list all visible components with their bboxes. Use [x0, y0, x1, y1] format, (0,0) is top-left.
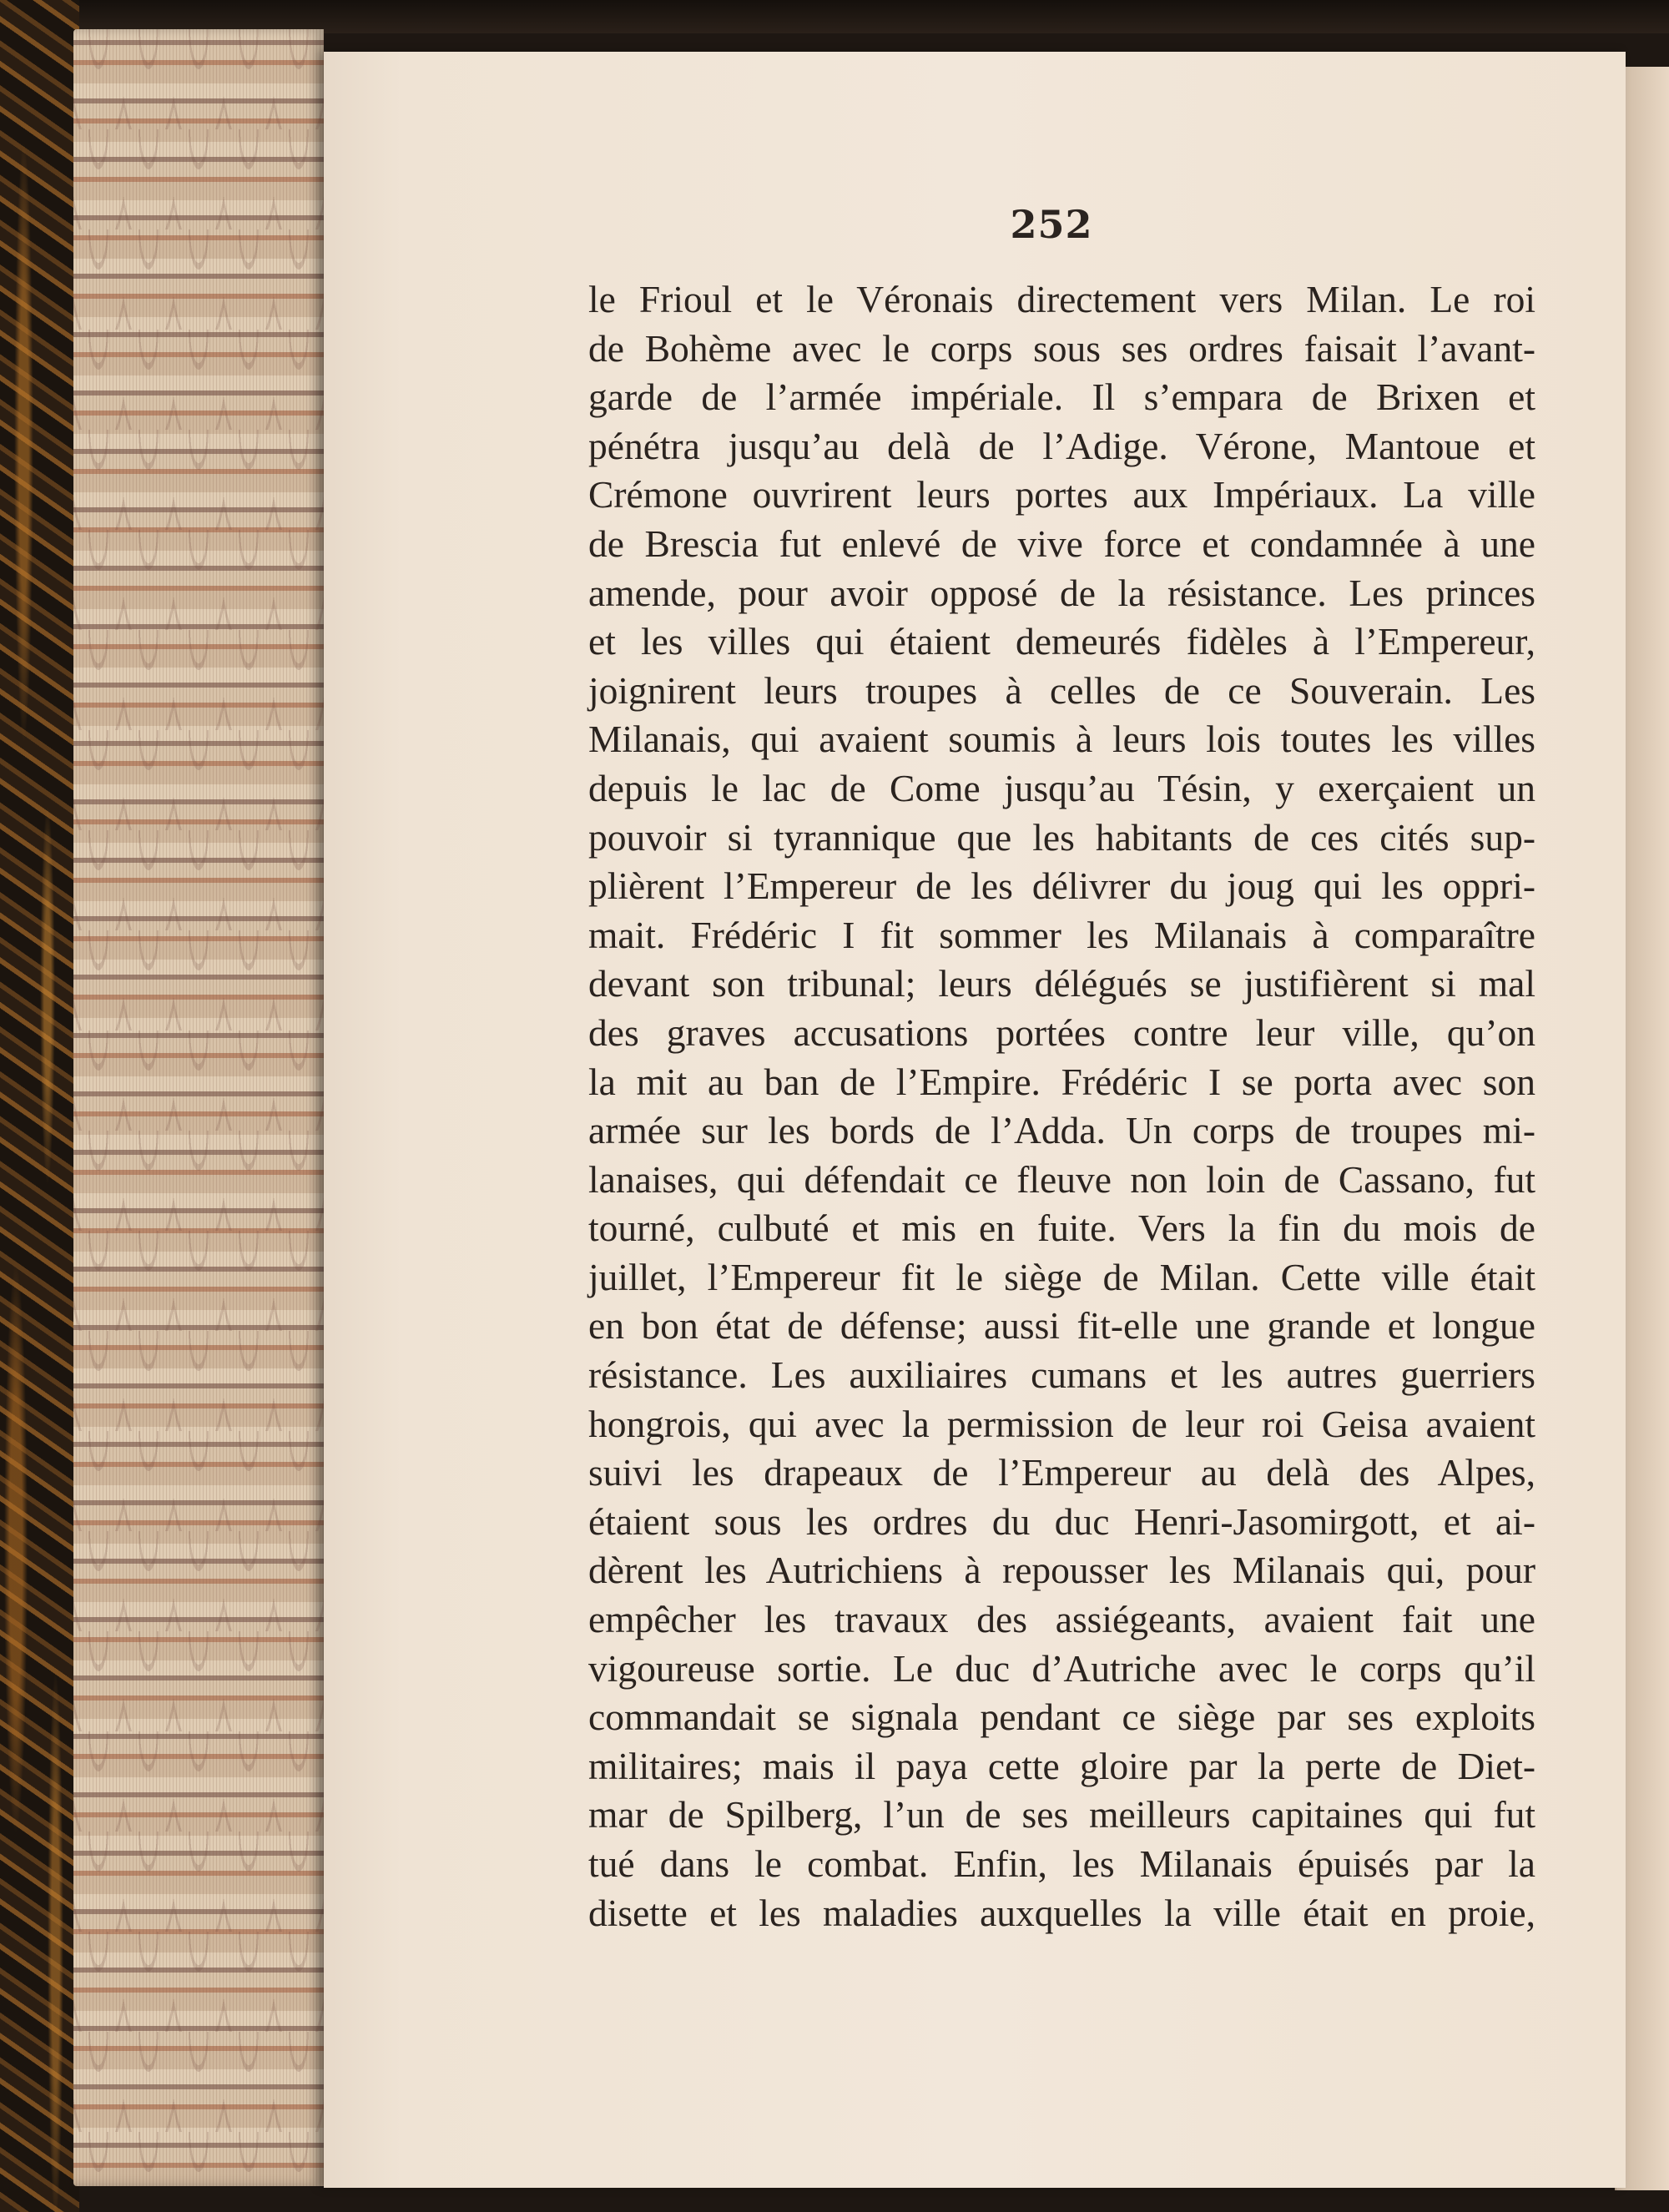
text-line: étaient sous les ordres du duc Henri-Jasomirgott, et ai- [588, 1499, 1535, 1543]
text-line: de Bohème avec le corps sous ses ordres faisait l’avant- [588, 326, 1535, 370]
text-line: dèrent les Autrichiens à repousser les Milanais qui, pour [588, 1549, 1535, 1592]
book-cover-top [0, 0, 1669, 33]
text-line: des graves accusations portées contre leur ville, qu’on [588, 1010, 1535, 1054]
text-line: tourné, culbuté et mis en fuite. Vers la fin du mois de [588, 1207, 1535, 1250]
text-line: militaires; mais il paya cette gloire par la perte de Diet- [588, 1744, 1535, 1787]
text-line: plièrent l’Empereur de les délivrer du joug qui les oppri- [588, 864, 1535, 908]
text-line: pouvoir si tyrannique que les habitants de ces cités sup- [588, 815, 1535, 859]
text-line: Milanais, qui avaient soumis à leurs lois toutes les villes [588, 718, 1535, 761]
text-line: pénétra jusqu’au delà de l’Adige. Vérone, Mantoue et [588, 424, 1535, 467]
page-number: 252 [1010, 202, 1093, 247]
marbled-book-cover [0, 0, 79, 2212]
text-line: empêcher les travaux des assiégeants, avaient fait une [588, 1598, 1535, 1641]
text-line: de Brescia fut enlevé de vive force et condamnée à une [588, 522, 1535, 565]
text-line: tué dans le combat. Enfin, les Milanais épuisés par la [588, 1842, 1535, 1885]
text-line: depuis le lac de Come jusqu’au Tésin, y exerçaient un [588, 766, 1535, 809]
text-line: en bon état de défense; aussi fit-elle une grande et longue [588, 1304, 1535, 1348]
text-line: armée sur les bords de l’Adda. Un corps de troupes mi- [588, 1109, 1535, 1152]
text-line: commandait se signala pendant ce siège par ses exploits [588, 1696, 1535, 1739]
text-line: le Frioul et le Véronais directement vers Milan. Le roi [588, 278, 1535, 320]
text-line: devant son tribunal; leurs délégués se justifièrent si mal [588, 962, 1535, 1005]
text-line: amende, pour avoir opposé de la résistance. Les princes [588, 571, 1535, 614]
text-line: mar de Spilberg, l’un de ses meilleurs capitaines qui fut [588, 1793, 1535, 1837]
page-text [588, 275, 1535, 1937]
text-line: vigoureuse sortie. Le duc d’Autriche avec le corps qu’il [588, 1646, 1535, 1690]
text-line: Crémone ouvrirent leurs portes aux Impériaux. La ville [588, 473, 1535, 516]
text-line: la mit au ban de l’Empire. Frédéric I se porta avec son [588, 1060, 1535, 1103]
text-line: mait. Frédéric I fit sommer les Milanais à comparaître [588, 913, 1535, 956]
text-line: et les villes qui étaient demeurés fidèles à l’Empereur, [588, 620, 1535, 663]
text-line: juillet, l’Empereur fit le siège de Milan. Cette ville était [588, 1255, 1535, 1298]
text-line: suivi les drapeaux de l’Empereur au delà des Alpes, [588, 1451, 1535, 1494]
text-line: lanaises, qui défendait ce fleuve non loin de Cassano, fut [588, 1157, 1535, 1201]
text-line: hongrois, qui avec la permission de leur roi Geisa avaient [588, 1402, 1535, 1445]
text-line: résistance. Les auxiliaires cumans et les autres guerriers [588, 1353, 1535, 1397]
text-line: disette et les maladies auxquelles la ville était en proie, [588, 1891, 1535, 1934]
page-edges-marbling [73, 29, 324, 2186]
text-line: joignirent leurs troupes à celles de ce Souverain. Les [588, 668, 1535, 712]
text-line: garde de l’armée impériale. Il s’empara de Brixen et [588, 375, 1535, 419]
